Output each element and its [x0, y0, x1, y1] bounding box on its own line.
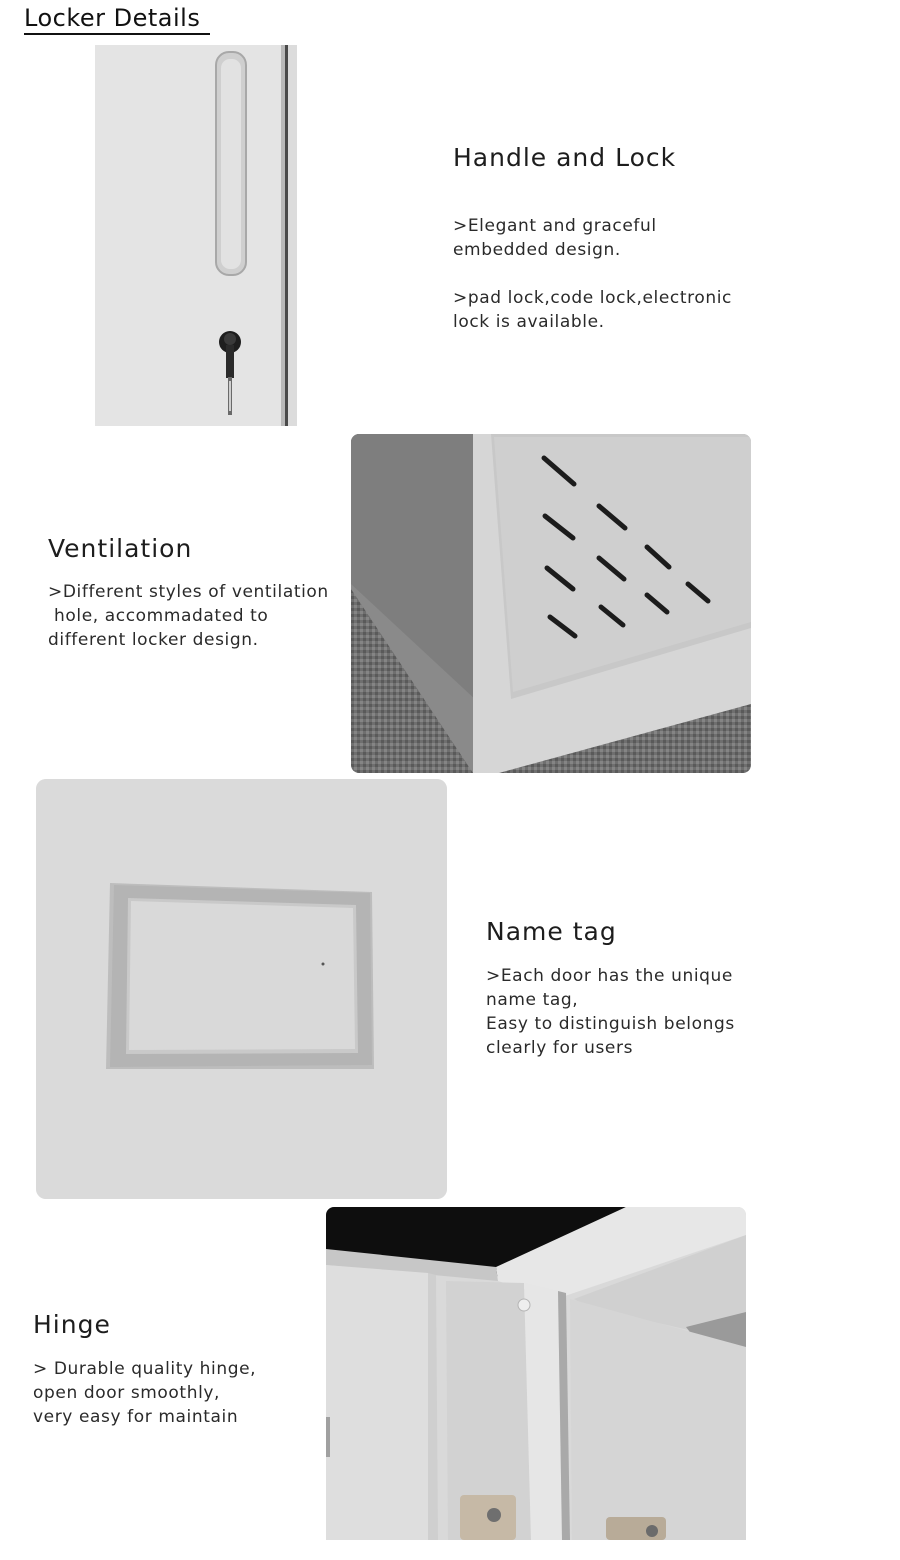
description-line: open door smoothly, — [33, 1383, 221, 1403]
description-line: >Different styles of ventilation — [48, 582, 329, 602]
description-line: >pad lock,code lock,electronic — [453, 288, 733, 308]
description-line: embedded design. — [453, 240, 621, 260]
handle-lock-description — [453, 214, 732, 334]
hinge-heading: Hinge — [33, 1310, 111, 1339]
name-tag-description — [486, 964, 735, 1060]
description-line: clearly for users — [486, 1038, 634, 1058]
description-line: > Durable quality hinge, — [33, 1359, 257, 1379]
name-tag-heading: Name tag — [486, 917, 617, 946]
ventilation-photo — [351, 434, 751, 773]
description-line: >Each door has the unique — [486, 966, 733, 986]
page-title: Locker Details — [24, 3, 210, 35]
ventilation-description — [48, 580, 329, 652]
description-line: >Elegant and graceful — [453, 216, 657, 236]
hinge-description — [33, 1357, 256, 1429]
description-line: lock is available. — [453, 312, 605, 332]
description-line: hole, accommadated to — [48, 606, 269, 626]
description-line: very easy for maintain — [33, 1407, 239, 1427]
description-line: different locker design. — [48, 630, 259, 650]
handle-lock-heading: Handle and Lock — [453, 143, 677, 172]
handle-lock-photo — [95, 45, 297, 426]
description-line: Easy to distinguish belongs — [486, 1014, 735, 1034]
hinge-photo — [326, 1207, 746, 1540]
name-tag-photo — [36, 779, 447, 1199]
description-line: name tag, — [486, 990, 579, 1010]
ventilation-heading: Ventilation — [48, 534, 193, 563]
